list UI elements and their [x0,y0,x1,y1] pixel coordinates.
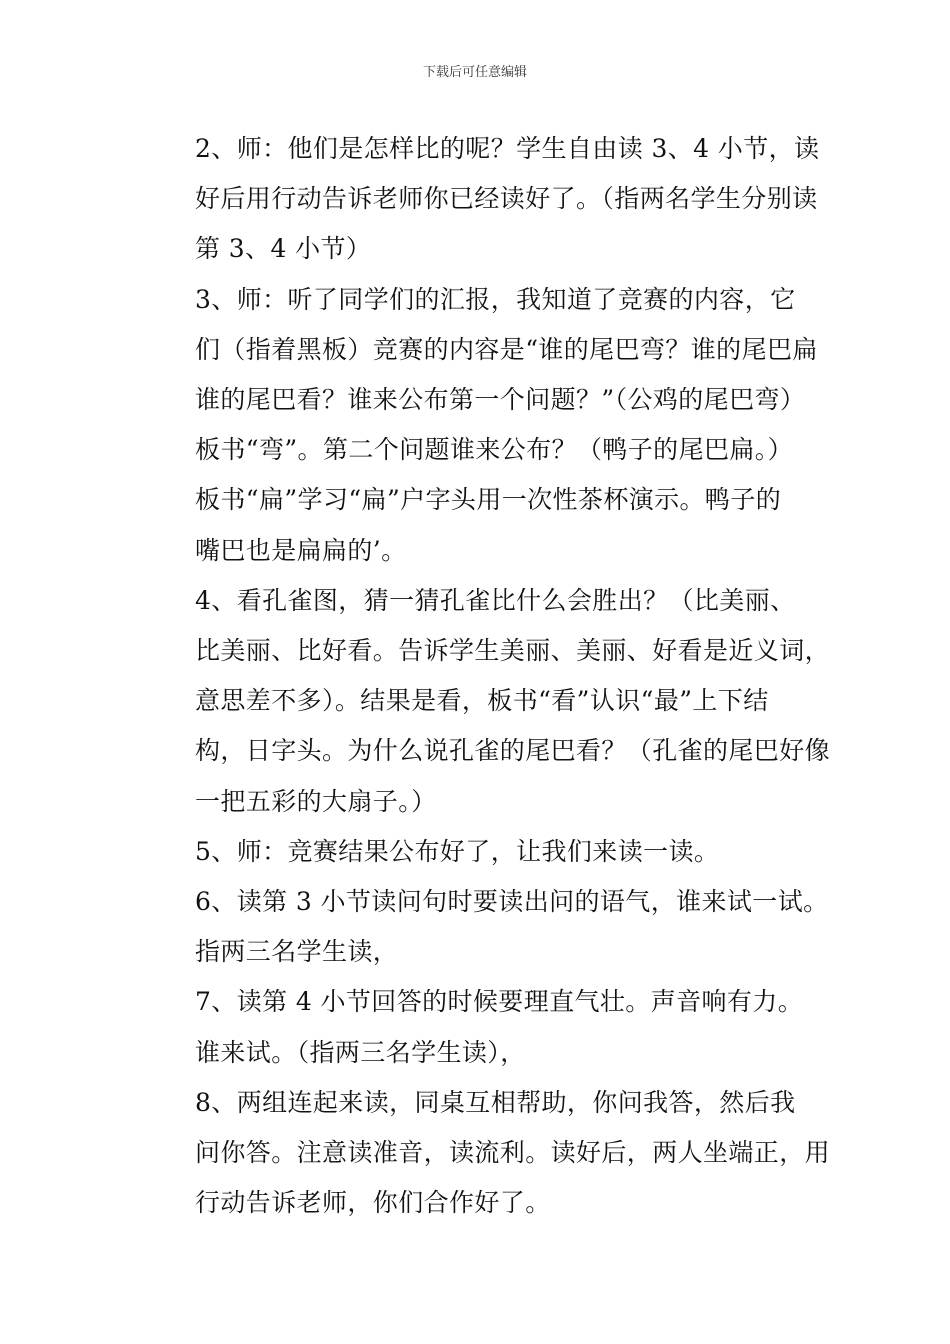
paragraph-line: 4、看孔雀图，猜一猜孔雀比什么会胜出？（比美丽、 [195,585,796,615]
paragraph-line: 5、师：竞赛结果公布好了，让我们来读一读。 [195,836,720,866]
paragraph-4 [145,576,831,827]
paragraph-line: 谁来试。（指两三名学生读）， [195,1037,526,1067]
paragraph-line: 一把五彩的大扇子。） [195,786,437,816]
paragraph-line: 问你答。注意读准音，读流利。读好后，两人坐端正，用 [195,1138,831,1168]
paragraph-line: 2、师：他们是怎样比的呢？学生自由读 3、4 小节，读 [195,134,820,163]
paragraph-line: 8、两组连起来读，同桌互相帮助，你问我答，然后我 [195,1087,796,1117]
paragraph-line: 行动告诉老师，你们合作好了。 [195,1188,551,1218]
paragraph-line: 比美丽、比好看。告诉学生美丽、美丽、好看是近义词， [195,636,831,666]
paragraph-line: 6、读第 3 小节读问句时要读出问的语气，谁来试一试。 [195,887,829,917]
paragraph-3 [145,275,825,576]
paragraph-line: 3、师：听了同学们的汇报，我知道了竞赛的内容，它 [195,284,796,314]
paragraph-line: 意思差不多）。结果是看，板书“看”认识“最”上下结 [195,686,769,716]
paragraph-line: 板书“弯”。第二个问题谁来公布？（鸭子的尾巴扁。） [195,435,794,465]
paragraph-line: 嘴巴也是扁扁的’。 [195,535,407,565]
paragraph-7 [145,977,825,1077]
paragraph-line: 7、读第 4 小节回答的时候要理直气壮。声音响有力。 [195,987,804,1017]
paragraph-line: 好后用行动告诉老师你已经读好了。（指两名学生分别读 [195,184,818,214]
paragraph-line: 构，日字头。为什么说孔雀的尾巴看？（孔雀的尾巴好像 [195,736,831,766]
paragraph-line: 们（指着黑板）竞赛的内容是“谁的尾巴弯？谁的尾巴扁 [195,334,818,364]
paragraph-line: 第 3、4 小节） [195,234,372,264]
paragraph-2 [145,124,825,275]
document-body [145,124,831,1228]
page-header: 下载后可任意编辑 [422,65,527,80]
paragraph-6 [145,877,829,977]
paragraph-8 [145,1078,831,1229]
paragraph-line: 指两三名学生读， [195,937,399,967]
paragraph-line: 板书“扁”学习“扁”户字头用一次性茶杯演示。鸭子的 [195,485,782,515]
paragraph-line: 谁的尾巴看？谁来公布第一个问题？”（公鸡的尾巴弯） [195,385,806,415]
paragraph-5 [145,827,825,877]
